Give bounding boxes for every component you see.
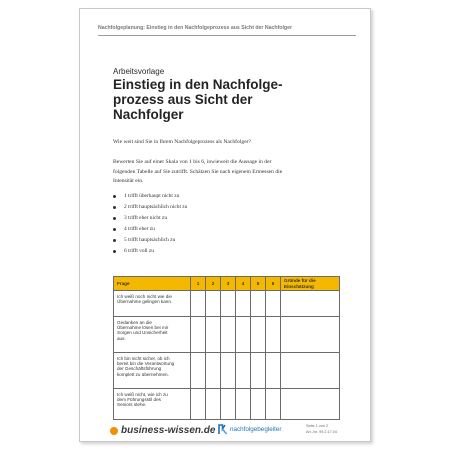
- cell-line: komplett zu übernehmen.: [117, 371, 169, 377]
- column-header-rating: 6: [266, 277, 281, 291]
- rating-cell[interactable]: [221, 317, 236, 353]
- header-divider: [98, 35, 356, 36]
- rating-table: [113, 276, 340, 420]
- rating-cell[interactable]: [206, 353, 221, 389]
- column-header-question: Frage: [114, 277, 191, 291]
- header-line: Gründe für die: [284, 278, 316, 284]
- reason-cell[interactable]: [281, 353, 340, 389]
- rating-cell[interactable]: [206, 291, 221, 317]
- rating-cell[interactable]: [266, 317, 281, 353]
- rating-cell[interactable]: [266, 353, 281, 389]
- list-item: [113, 246, 187, 257]
- reason-cell[interactable]: [281, 389, 340, 420]
- document-page: [79, 8, 371, 442]
- list-item: [113, 202, 187, 213]
- rating-cell[interactable]: [191, 353, 206, 389]
- scale-item-label: 4 trifft eher zu: [124, 226, 155, 232]
- list-item: [113, 213, 187, 224]
- cell-line: Ich bin nicht sicher, ob ich: [117, 356, 170, 361]
- rating-cell[interactable]: [266, 291, 281, 317]
- cell-line: Gedanken an die: [117, 320, 152, 325]
- cell-line: Übernahme gelingen kann.: [117, 299, 173, 305]
- article-number: Art.-Nr. 99.2.17.04: [306, 430, 338, 434]
- list-item: [113, 224, 187, 235]
- rating-cell[interactable]: [236, 353, 251, 389]
- title-line: prozess aus Sicht der: [113, 92, 253, 107]
- page-number: Seite 1 von 2: [306, 424, 329, 428]
- scale-item-label: 6 trifft voll zu: [124, 248, 154, 254]
- list-item: [113, 191, 187, 202]
- nachfolgebegleiter-logo-icon: [218, 423, 228, 435]
- rating-cell[interactable]: [191, 317, 206, 353]
- list-item: [113, 235, 187, 246]
- footer-brand: [110, 425, 215, 436]
- instruction-line: Bewerten Sie auf einer Skala von 1 bis 6, inwieweit die Aussage in der: [113, 159, 272, 165]
- scale-item-label: 1 trifft überhaupt nicht zu: [124, 193, 180, 199]
- cell-line: dem Führungsstil des: [117, 397, 161, 403]
- bullet-icon: [113, 250, 116, 253]
- question-cell: [114, 389, 191, 420]
- rating-cell[interactable]: [251, 317, 266, 353]
- cell-line: aus.: [117, 335, 126, 341]
- scale-item-label: 2 trifft hauptsächlich nicht zu: [124, 204, 188, 210]
- rating-cell[interactable]: [206, 317, 221, 353]
- scale-item-label: 5 trifft hauptsächlich zu: [124, 237, 176, 243]
- rating-cell[interactable]: [266, 389, 281, 420]
- rating-cell[interactable]: [251, 353, 266, 389]
- instructions: [113, 158, 341, 187]
- table-header-row: [114, 277, 340, 291]
- column-header-reasons: [281, 277, 340, 291]
- running-header: Nachfolgeplanung: Einstieg in den Nachfolgeprozess aus Sicht der Nachfolger: [98, 25, 292, 31]
- rating-cell[interactable]: [191, 291, 206, 317]
- bullet-icon: [113, 239, 116, 242]
- reason-cell[interactable]: [281, 317, 340, 353]
- rating-cell[interactable]: [251, 291, 266, 317]
- table-row: [114, 389, 340, 420]
- rating-cell[interactable]: [236, 291, 251, 317]
- scale-item-label: 3 trifft eher nicht zu: [124, 215, 168, 221]
- column-header-rating: 4: [236, 277, 251, 291]
- cell-line: Ich weiß nicht, wie ich zu: [117, 392, 168, 397]
- brand-name: business-wissen.de: [121, 425, 216, 436]
- bullet-icon: [113, 217, 116, 220]
- orange-dot-icon: [110, 427, 118, 435]
- bullet-icon: [113, 195, 116, 198]
- rating-cell[interactable]: [206, 389, 221, 420]
- title-line: Einstieg in den Nachfolge-: [113, 77, 283, 92]
- rating-cell[interactable]: [221, 389, 236, 420]
- column-header-rating: 1: [191, 277, 206, 291]
- rating-cell[interactable]: [191, 389, 206, 420]
- cell-line: Ich weiß noch nicht wie die: [117, 294, 172, 299]
- column-header-rating: 3: [221, 277, 236, 291]
- question-cell: [114, 291, 191, 317]
- instruction-line: Intensität ein.: [113, 178, 144, 184]
- rating-cell[interactable]: [236, 389, 251, 420]
- page-title: [113, 77, 323, 122]
- instruction-line: folgenden Tabelle auf Sie zutrifft. Schätzen Sie nach eigenem Ermessen die: [113, 168, 283, 175]
- table-row: [114, 291, 340, 317]
- cell-line: der Geschäftsführung: [117, 366, 162, 372]
- question-text: Wie weit sind Sie in Ihrem Nachfolgeprozess als Nachfolger?: [113, 139, 252, 145]
- cell-line: bereit bin die Verantwortung: [117, 361, 175, 367]
- column-header-rating: 2: [206, 277, 221, 291]
- rating-cell[interactable]: [236, 317, 251, 353]
- cell-line: Sorgen und Unsicherheit: [117, 330, 168, 336]
- question-cell: [114, 317, 191, 353]
- partner-logo: [218, 423, 281, 435]
- reason-cell[interactable]: [281, 291, 340, 317]
- question-cell: [114, 353, 191, 389]
- cell-line: Seniors stehe.: [117, 402, 147, 408]
- bullet-icon: [113, 228, 116, 231]
- table-row: [114, 353, 340, 389]
- partner-name: nachfolgebegleiter: [230, 425, 282, 433]
- rating-cell[interactable]: [221, 291, 236, 317]
- cell-line: Übernahme lösen bei mir: [117, 325, 169, 331]
- page-info: [306, 423, 337, 435]
- rating-scale-list: [113, 191, 187, 257]
- header-line: Einschätzung: [284, 283, 314, 289]
- bullet-icon: [113, 206, 116, 209]
- rating-cell[interactable]: [221, 353, 236, 389]
- rating-cell[interactable]: [251, 389, 266, 420]
- column-header-rating: 5: [251, 277, 266, 291]
- title-line: Nachfolger: [113, 107, 184, 122]
- table-row: [114, 317, 340, 353]
- document-type: Arbeitsvorlage: [113, 67, 165, 76]
